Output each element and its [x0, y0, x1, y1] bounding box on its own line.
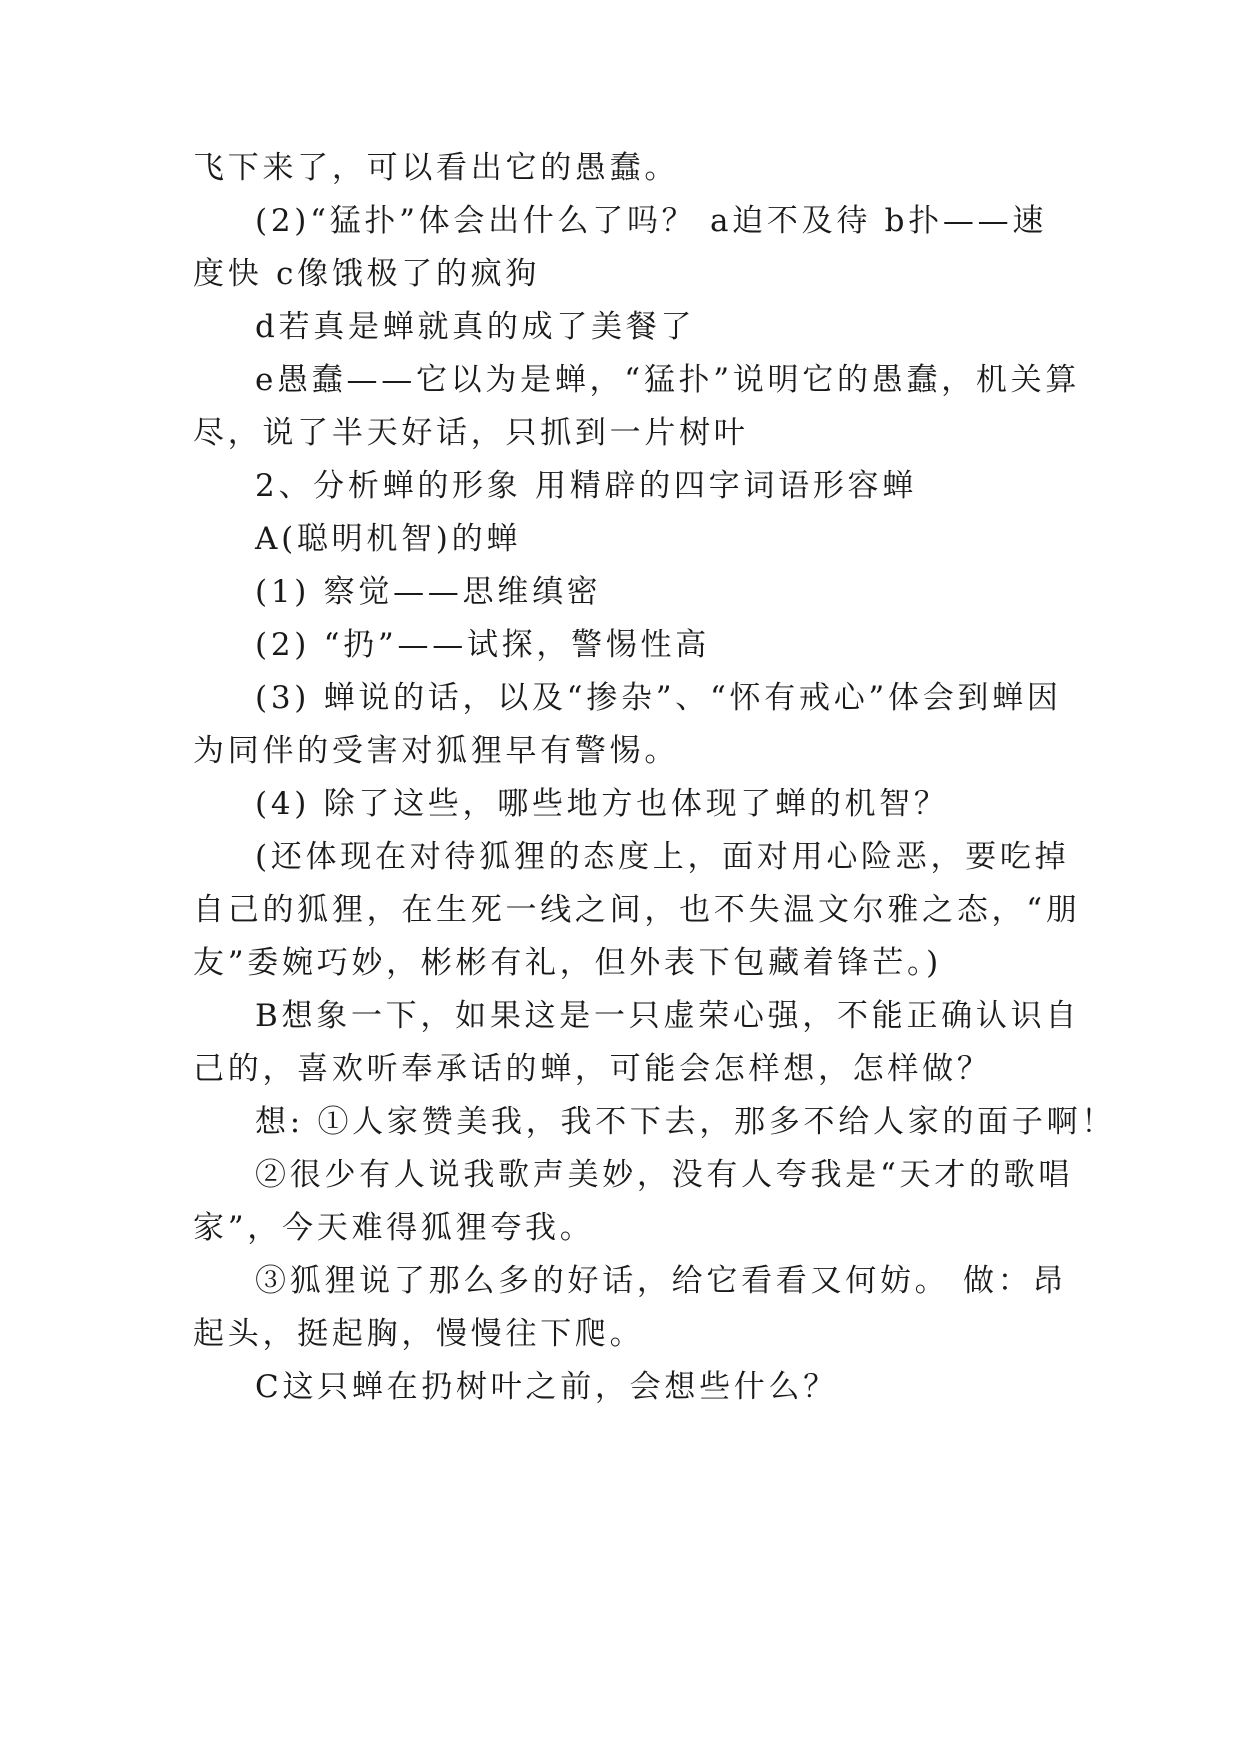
text-line: C这只蝉在扔树叶之前，会想些什么？	[255, 1369, 838, 1405]
text-line: ③狐狸说了那么多的好话，给它看看又何妨。 做：昂	[255, 1263, 1068, 1299]
text-line: (3) 蝉说的话，以及“掺杂”、“怀有戒心”体会到蝉因	[255, 680, 1062, 716]
text-line: 自己的狐狸，在生死一线之间，也不失温文尔雅之态，“朋	[193, 892, 1081, 928]
text-line: A(聪明机智)的蝉	[255, 521, 522, 557]
text-line: 友”委婉巧妙，彬彬有礼，但外表下包藏着锋芒。)	[193, 945, 942, 981]
text-line: 为同伴的受害对狐狸早有警惕。	[193, 733, 680, 769]
text-line: 飞下来了，可以看出它的愚蠢。	[193, 150, 680, 186]
text-line: B想象一下，如果这是一只虚荣心强，不能正确认识自	[255, 998, 1081, 1034]
text-line: (4) 除了这些，哪些地方也体现了蝉的机智？	[255, 786, 949, 822]
text-line: (2)“猛扑”体会出什么了吗？ a迫不及待 b扑——速	[255, 203, 1048, 239]
text-line: 2、分析蝉的形象 用精辟的四字词语形容蝉	[255, 468, 917, 504]
text-line: (1) 察觉——思维缜密	[255, 574, 602, 610]
text-line: 想: ①人家赞美我，我不下去，那多不给人家的面子啊！	[255, 1104, 1117, 1140]
text-line: d若真是蝉就真的成了美餐了	[255, 309, 696, 345]
text-line: 起头，挺起胸，慢慢往下爬。	[193, 1316, 645, 1352]
text-line: (2) “扔”——试探，警惕性高	[255, 627, 710, 663]
text-line: 家”，今天难得狐狸夸我。	[193, 1210, 595, 1246]
text-line: ②很少有人说我歌声美妙，没有人夸我是“天才的歌唱	[255, 1157, 1074, 1193]
text-line: e愚蠢——它以为是蝉，“猛扑”说明它的愚蠢，机关算	[255, 362, 1081, 398]
text-line: 尽，说了半天好话，只抓到一片树叶	[193, 415, 749, 451]
text-line: (还体现在对待狐狸的态度上，面对用心险恶，要吃掉	[255, 839, 1070, 875]
text-line: 己的，喜欢听奉承话的蝉，可能会怎样想，怎样做？	[193, 1051, 992, 1087]
text-line: 度快 c像饿极了的疯狗	[193, 256, 541, 292]
